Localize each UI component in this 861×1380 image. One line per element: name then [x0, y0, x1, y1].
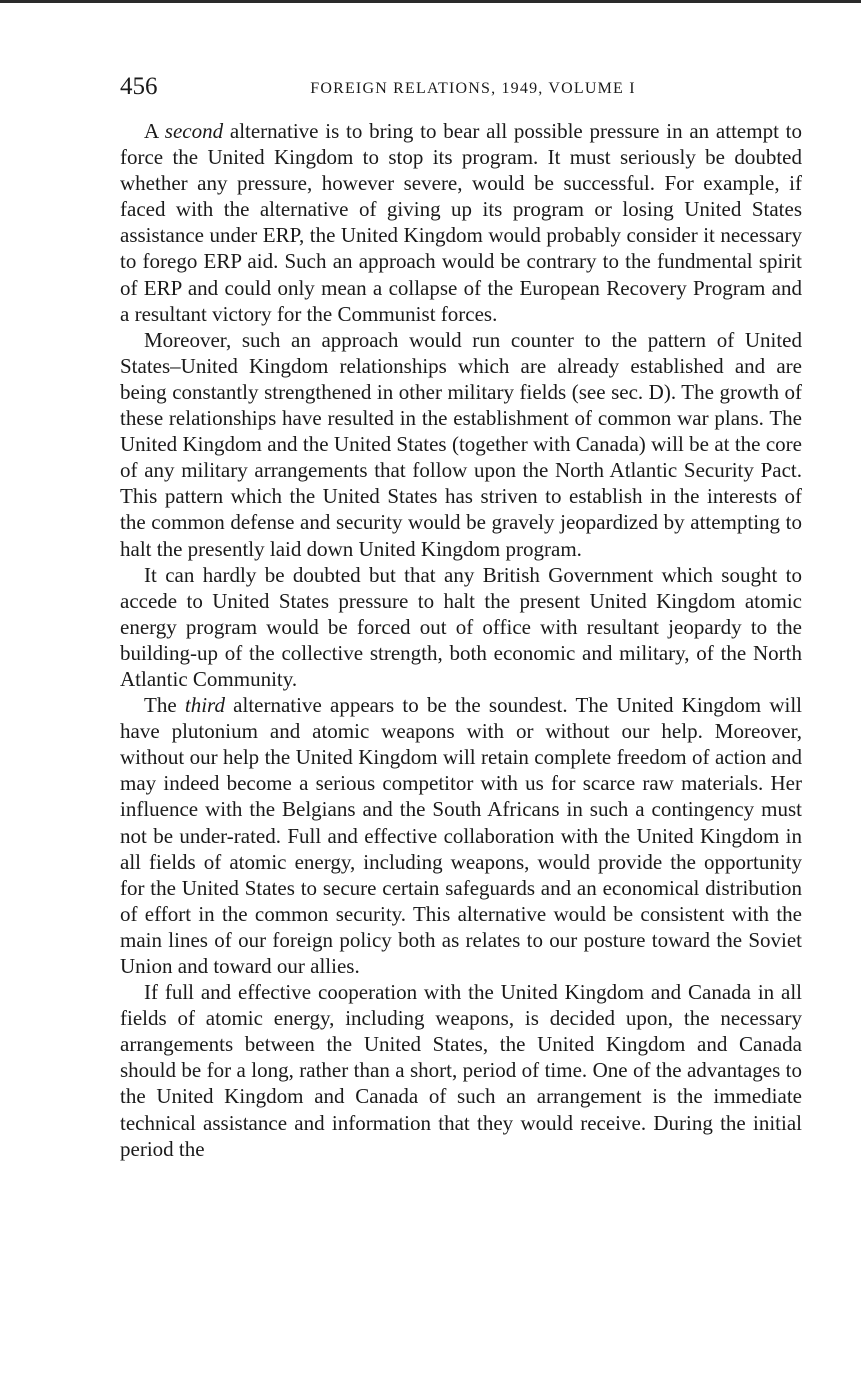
- paragraph-third-alternative: [120, 692, 802, 979]
- paragraph-british-government: It can hardly be doubted but that any British Government which sought to accede to United States pressure to halt the present United Kingdom atomic energy program would be forced out of office with resultant jeopardy to the building-up of the collective strength, both economic and military, of the North Atlantic Community.: [120, 562, 802, 691]
- page-number: 456: [120, 73, 158, 100]
- running-head: [120, 72, 802, 102]
- paragraph-relationships: Moreover, such an approach would run counter to the pattern of United States–United Kingdom relationships which are already established and are being constantly strengthened in other military fields (see sec. D). The growth of these relationships have resulted in the establishment of common war plans. The United Kingdom and the United States (together with Canada) will be at the core of any military arrangements that follow upon the North Atlantic Security Pact. This pattern which the United States has striven to establish in the interests of the common defense and security would be gravely jeopardized by attempting to halt the presently laid down United Kingdom program.: [120, 327, 802, 561]
- top-edge-rule: [0, 0, 861, 3]
- emphasis-third: third: [184, 693, 225, 718]
- emphasis-second: second: [164, 119, 224, 143]
- paragraph-cooperation: If full and effective cooperation with the United Kingdom and Canada in all fields of atomic energy, including weapons, is decided upon, the necessary arrangements between the United States, the United Kingdom and Canada should be for a long, rather than a short, period of time. One of the advantages to the United Kingdom and Canada of such an arrangement is the immediate technical assistance and information that they would receive. During the initial period the: [120, 980, 802, 1161]
- running-head-title: FOREIGN RELATIONS, 1949, VOLUME I: [310, 80, 636, 97]
- document-page: [120, 72, 802, 1162]
- paragraph-second-alternative: [120, 118, 802, 327]
- paragraph-text-rest: alternative is to bring to bear all possible pressure in an attempt to force the United Kingdom to stop its program. It must seriously be doubted whether any pressure, however severe, would be successful. For example, if faced with the alternative of giving up its program or losing United States assistance under ERP, the United Kingdom would probably consider it necessary to forego ERP aid. Such an approach would be contrary to the fundmental spirit of ERP and could only mean a collapse of the European Recovery Program and a resultant victory for the Communist forces.: [120, 119, 802, 326]
- paragraph-text-rest: alternative appears to be the soundest. The United Kingdom will have plutonium and atomic weapons with or without our help. Moreover, without our help the United Kingdom will retain complete freedom of action and may indeed become a serious competitor with us for scarce raw materials. Her influence with the Belgians and the South Africans in such a contingency must not be under-rated. Full and effective collaboration with the United Kingdom in all fields of atomic energy, including weapons, would provide the opportunity for the United States to secure certain safeguards and an economical distribution of effort in the common security. This alternative would be consistent with the main lines of our foreign policy both as relates to our posture toward the Soviet Union and toward our allies.: [120, 693, 802, 978]
- paragraph-text-lead: A: [144, 119, 165, 143]
- paragraph-text-lead: The: [144, 693, 185, 718]
